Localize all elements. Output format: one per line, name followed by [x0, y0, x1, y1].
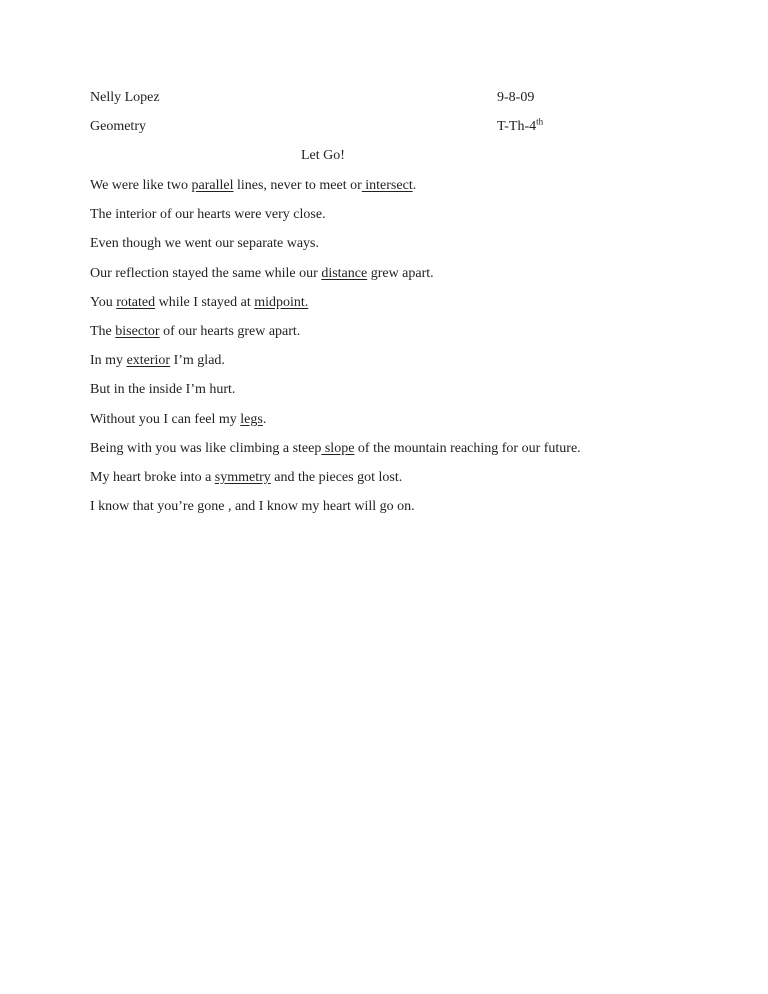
poem-line — [90, 323, 690, 352]
underlined-term: symmetry — [214, 469, 271, 485]
subject-label: Geometry — [90, 119, 146, 134]
poem-text: of our hearts grew apart. — [159, 323, 301, 339]
student-name: Nelly Lopez — [90, 90, 160, 105]
poem-line — [90, 498, 690, 527]
underlined-term: rotated — [116, 294, 156, 310]
poem-line — [90, 177, 690, 206]
poem-text: . — [262, 411, 267, 427]
poem-text: lines, never to meet or — [233, 178, 362, 193]
poem-text: Without you I can feel my — [90, 411, 241, 427]
poem-text: The interior of our hearts were very close. — [90, 207, 326, 223]
poem-line — [90, 469, 690, 498]
underlined-term: parallel — [191, 178, 234, 193]
poem-line — [90, 352, 690, 381]
poem-text: grew apart. — [367, 265, 434, 281]
poem-body — [90, 177, 690, 527]
poem-text: The — [90, 323, 116, 339]
class-period-base: T-Th-4 — [497, 119, 537, 134]
underlined-term: distance — [321, 265, 368, 281]
poem-text: Being with you was like climbing a steep — [90, 440, 322, 456]
poem-line — [90, 411, 690, 440]
poem-text: . — [412, 178, 417, 193]
poem-line — [90, 381, 690, 410]
class-period-superscript: th — [536, 116, 544, 127]
poem-text: while I stayed at — [155, 294, 255, 310]
poem-text: Our reflection stayed the same while our — [90, 265, 322, 281]
underlined-term: midpoint. — [254, 294, 309, 310]
header-row-name-date — [90, 90, 650, 110]
poem-text: I’m glad. — [170, 353, 225, 369]
underlined-term: slope — [321, 440, 355, 456]
class-period — [497, 116, 544, 135]
header-row-subject-period — [90, 116, 650, 139]
poem-text: You — [90, 294, 117, 310]
poem-text: My heart broke into a — [90, 469, 215, 485]
poem-line — [90, 440, 690, 469]
poem-text: Even though we went our separate ways. — [90, 236, 319, 252]
poem-text: and the pieces got lost. — [270, 469, 403, 485]
poem-text: I know that you’re gone , and I know my heart will go on. — [90, 499, 415, 515]
poem-text: In my — [90, 353, 127, 369]
underlined-term: bisector — [115, 323, 160, 339]
poem-line — [90, 265, 690, 294]
poem-line — [90, 206, 690, 235]
poem-text: We were like two — [90, 178, 192, 193]
underlined-term: intersect — [361, 178, 413, 193]
underlined-term: exterior — [126, 353, 171, 369]
poem-text: But in the inside I’m hurt. — [90, 382, 236, 398]
assignment-date: 9-8-09 — [497, 90, 535, 105]
poem-text: of the mountain reaching for our future. — [354, 440, 581, 456]
poem-title: Let Go! — [301, 148, 345, 163]
underlined-term: legs — [240, 411, 263, 427]
poem-line — [90, 294, 690, 323]
poem-line — [90, 235, 690, 264]
